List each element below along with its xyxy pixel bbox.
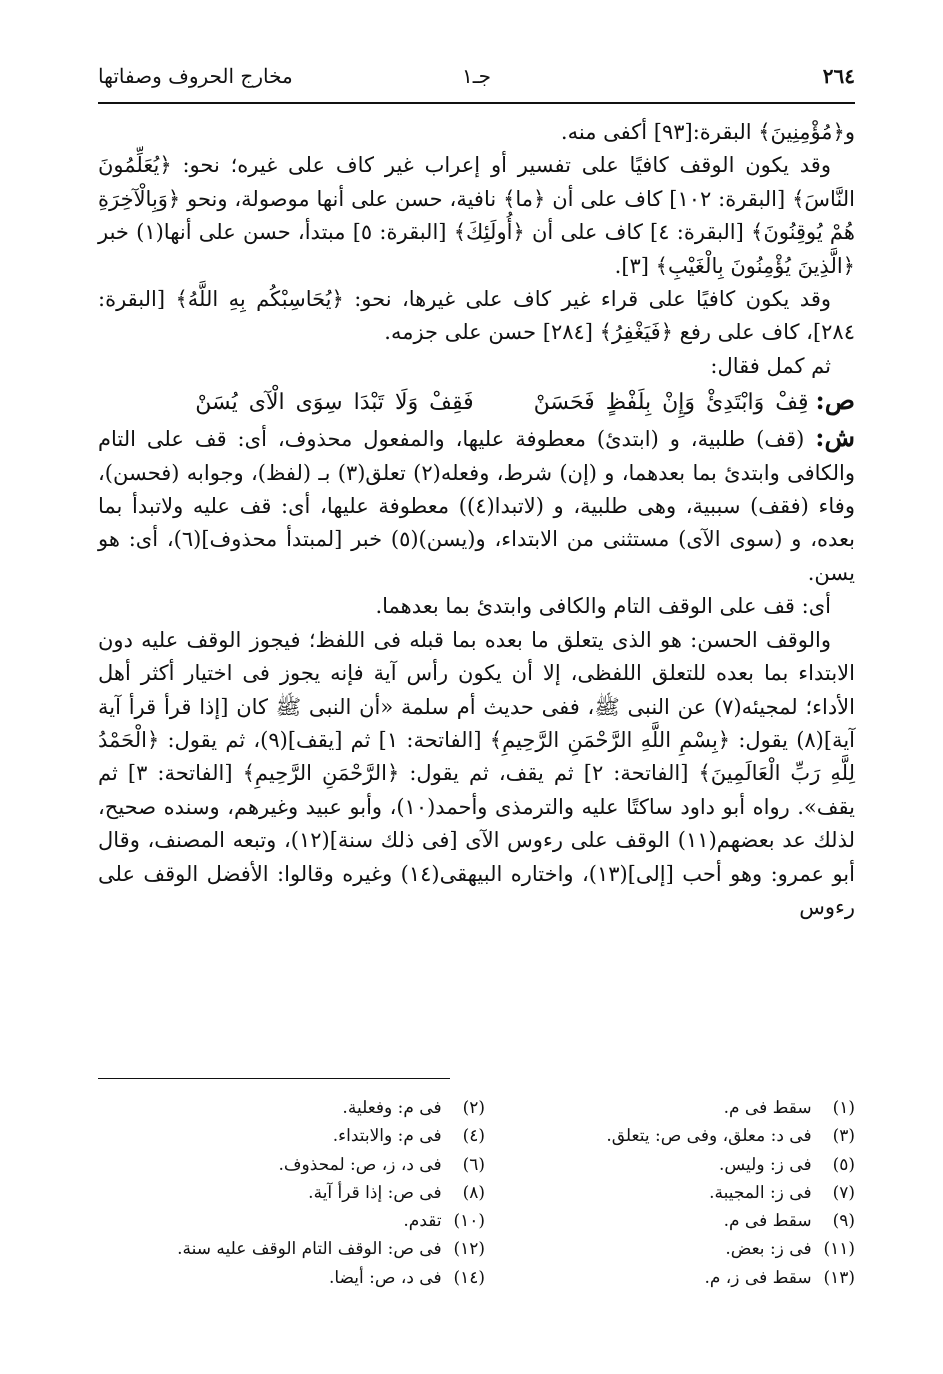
footnote — [485, 1235, 855, 1263]
main-text — [98, 116, 855, 924]
footnote-number: (٦) — [462, 1154, 485, 1175]
footnote-text: فى ص: إذا قرأ آية. — [308, 1182, 442, 1203]
footnote-number: (٤) — [462, 1126, 485, 1147]
footnote — [485, 1207, 855, 1235]
footnote-number: (٩) — [832, 1211, 855, 1232]
poem-verse — [98, 383, 855, 421]
footnote — [115, 1151, 485, 1179]
footnote-number: (٢) — [462, 1098, 485, 1118]
footnote-number: (٥) — [832, 1154, 855, 1175]
paragraph-2: وقد يكون الوقف كافيًا على تفسير أو إعراب غير كاف على غيره؛ نحو: ﴿يُعَلِّمُونَ النَّاسَ﴾ [البقرة: ١٠٢] كاف على أن ﴿ما﴾ نافية، حسن على أنها موصولة، ونحو ﴿وَبِالْآخِرَةِ هُمْ يُوقِنُونَ﴾ [البقرة: ٤] كاف على أن ﴿أُولَئِكَ﴾ [البقرة: ٥] مبتدأ، حسن على أنها(١) خبر ﴿الَّذِينَ يُؤْمِنُونَ بِالْغَيْبِ﴾ [٣]. — [98, 153, 855, 278]
footnote-text: فى د: معلق، وفى ص: يتعلق. — [606, 1126, 812, 1147]
footnote-number: (١٢) — [453, 1239, 485, 1260]
commentary-paragraph — [98, 421, 855, 590]
verse-hemistich-1: قِفْ وَابْتَدِئْ وَإِنْ بِلَفْظٍ فَحَسَنْ — [533, 390, 809, 416]
footnotes-right-column — [485, 1094, 855, 1292]
footnote-text: سقط فى م. — [723, 1098, 812, 1118]
commentary-marker: ش: — [815, 423, 855, 453]
footnote-text: فى ز: المجيبة. — [709, 1182, 812, 1203]
verse-marker: ص: — [815, 386, 855, 416]
running-header — [98, 58, 855, 98]
commentary-text: (قف) طلبية، و (ابتدئ) معطوفة عليها، والمفعول محذوف، أى: قف على التام والكافى وابتدئ بما بعدهما، و (إن) شرط، وفعله(٢) تعلق(٣) بـ (لفظ)، وجوابه (فحسن)، وفاء (فقف) سببية، وهى طلبية، و (لاتبدا(٤)) معطوفة عليها، أى: قف عليه ولاتبدأ بما بعده، و (سوى الآى) مستثنى من الابتداء، و(يسن)(٥) خبر [لمبتدأ محذوف](٦)، أى: هو يسن. — [98, 427, 855, 585]
footnote — [485, 1122, 855, 1150]
footnote-number: (١١) — [823, 1239, 855, 1260]
paragraph-1: و﴿مُؤْمِنِينَ﴾ البقرة:[٩٣] أكفى منه. — [560, 120, 855, 144]
verse-hemistich-2: فَقِفْ وَلَا تَبْدَا سِوَى الْآى يُسَنْ — [195, 390, 474, 416]
header-divider — [98, 102, 855, 104]
footnote-number: (١٤) — [453, 1267, 485, 1288]
footnote-number: (٧) — [832, 1182, 855, 1203]
footnote-text: فى د، ص: أيضا. — [328, 1267, 442, 1288]
paragraph-5: أى: قف على الوقف التام والكافى وابتدئ بما بعدهما. — [375, 594, 831, 619]
footnote-number: (١) — [832, 1098, 855, 1118]
footnote-text: فى ز: بعض. — [725, 1239, 812, 1260]
footnote — [115, 1264, 485, 1292]
paragraph-6: والوقف الحسن: هو الذى يتعلق ما بعده بما قبله فى اللفظ؛ فيجوز الوقف عليه دون الابتداء بما بعده للتعلق اللفظى، إلا أن يكون رأس آية فإنه يجوز فى اختيار أكثر أهل الأداء؛ لمجيئه(٧) عن النبى ﷺ، ففى حديث أم سلمة «أن النبى ﷺ كان [إذا قرأ قرأ آية آية](٨) يقول: ﴿بِسْمِ اللَّهِ الرَّحْمَنِ الرَّحِيمِ﴾ [الفاتحة: ١] ثم [يقف](٩)، ثم يقول: ﴿الْحَمْدُ لِلَّهِ رَبِّ الْعَالَمِينَ﴾ [الفاتحة: ٢] ثم يقف، ثم يقول: ﴿الرَّحْمَنِ الرَّحِيمِ﴾ [الفاتحة: ٣] ثم يقف». رواه أبو داود ساكتًا عليه والترمذى وأحمد(١٠)، وأبو عبيد وغيرهم، وسنده صحيح، لذلك عد بعضهم(١١) الوقف على رءوس الآى [فى ذلك سنة](١٢)، وتبعه المصنف، وقال أبو عمرو: وهو أحب [إلى](١٣)، واختاره البيهقى(١٤) وغيره وقالوا: الأفضل الوقف على رءوس — [98, 627, 855, 919]
footnote — [115, 1094, 485, 1122]
footnote-text: فى م: والابتداء. — [332, 1126, 442, 1147]
footnote-divider — [98, 1078, 450, 1079]
chapter-title: مخارج الحروف وصفاتها — [98, 64, 293, 88]
footnote — [115, 1179, 485, 1207]
footnote — [485, 1094, 855, 1122]
footnote-number: (١٠) — [453, 1211, 485, 1232]
volume-label: جـ١ — [462, 64, 491, 88]
footnote-text: فى ص: الوقف التام الوقف عليه سنة. — [177, 1239, 442, 1260]
footnote-text: فى ز: وليس. — [718, 1154, 812, 1175]
footnote-text: تقدم. — [403, 1211, 442, 1232]
footnote-text: سقط فى م. — [723, 1211, 812, 1232]
footnote-number: (٨) — [462, 1182, 485, 1203]
paragraph-3: وقد يكون كافيًا على قراء غير كاف على غيرها، نحو: ﴿يُحَاسِبْكُم بِهِ اللَّهُ﴾ [البقرة: ٢٨٤]، كاف على رفع ﴿فَيَغْفِرُ﴾ [٢٨٤] حسن على جزمه. — [98, 287, 855, 345]
footnote — [485, 1264, 855, 1292]
footnote-text: سقط فى ز، م. — [704, 1267, 812, 1288]
footnotes — [98, 1094, 855, 1300]
footnote — [115, 1235, 485, 1263]
footnote-number: (٣) — [832, 1126, 855, 1147]
page-number: ٢٦٤ — [822, 64, 855, 88]
footnote-number: (١٣) — [823, 1267, 855, 1288]
footnote — [115, 1122, 485, 1150]
footnote — [485, 1151, 855, 1179]
footnote-text: فى م: وفعلية. — [342, 1098, 442, 1118]
footnote-text: فى د، ز، ص: لمحذوف. — [278, 1154, 442, 1175]
footnote — [115, 1207, 485, 1235]
footnote — [485, 1179, 855, 1207]
paragraph-4: ثم كمل فقال: — [710, 353, 831, 378]
footnotes-left-column — [115, 1094, 485, 1292]
